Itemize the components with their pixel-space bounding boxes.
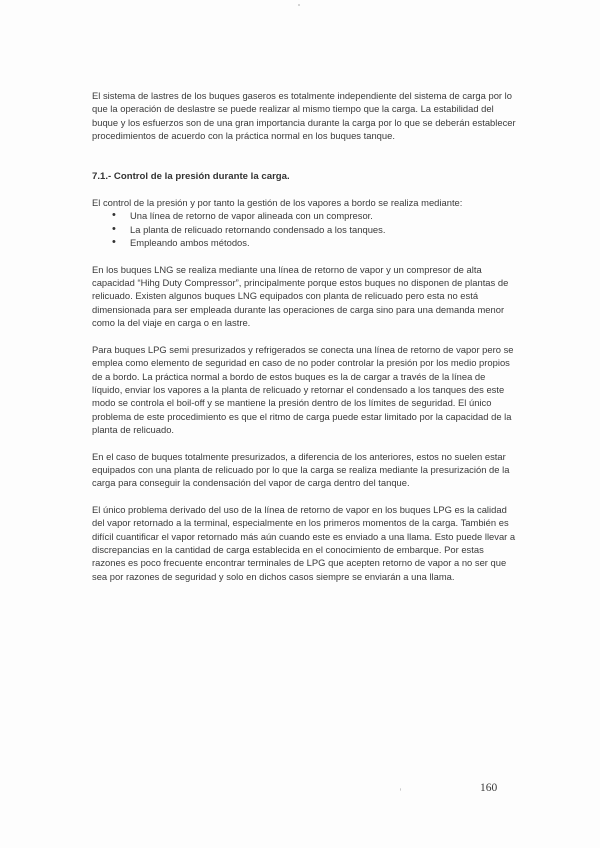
list-item: • Empleando ambos métodos. <box>112 236 517 249</box>
pressure-control-methods-list <box>112 209 517 249</box>
page-number: 160 <box>480 782 498 794</box>
list-item: • La planta de relicuado retornando condensado a los tanques. <box>112 223 517 236</box>
vapor-return-problem-paragraph: El único problema derivado del uso de la línea de retorno de vapor en los buques LPG es la calidad del vapor retornado a la terminal, especialmente en los primeros momentos de la carga. También es difícil cuantificar el vapor retornado más aún cuando este es enviado a una llama. Esto puede llevar a discrepancias en la cantidad de carga establecida en el conocimiento de embarque. Por estas razones es poco frecuente encontrar terminales de LPG que acepten retorno de vapor a no ser que sea por razones de seguridad y solo en dichos casos siempre se enviarán a una llama. <box>92 503 516 582</box>
scan-speck <box>400 788 401 791</box>
fully-pressurized-paragraph: En el caso de buques totalmente presurizados, a diferencia de los anteriores, estos no suelen estar equipados con una planta de relicuado por lo que la carga se realiza mediante la presurización de la carga para conseguir la condensación del vapor de carga dentro del tanque. <box>92 450 510 489</box>
lpg-semi-pressurized-paragraph: Para buques LPG semi presurizados y refrigerados se conecta una línea de retorno de vapor pero se emplea como elemento de seguridad en caso de no poder controlar la presión por los medio propios de a bordo. La práctica normal a bordo de estos buques es la de cargar a través de la línea de líquido, enviar los vapores a la planta de relicuado y retornar el condensado a los tanques des este modo se controla el boil-off y se mantiene la presión dentro de los límites de seguridad. El único problema de este procedimiento es que el ritmo de carga puede estar limitado por la capacidad de la planta de relicuado. <box>92 343 514 436</box>
lng-paragraph: En los buques LNG se realiza mediante una línea de retorno de vapor y un compresor de alta capacidad “Hihg Duty Compressor”, principalmente porque estos buques no disponen de plantas de relicuado. Existen algunos buques LNG equipados con planta de relicuado pero esta no está dimensionada para ser empleada durante las operaciones de carga sino para una demanda menor como la del viaje en carga o en lastre. <box>92 263 509 329</box>
section-heading: 7.1.- Control de la presión durante la carga. <box>92 170 290 182</box>
scan-speck <box>298 4 300 6</box>
intro-paragraph: El sistema de lastres de los buques gaseros es totalmente independiente del sistema de carga por lo que la operación de deslastre se puede realizar al mismo tiempo que la carga. La estabilidad del buque y los esfuerzos son de una gran importancia durante la carga por lo que se deberán establecer procedimientos de acuerdo con la práctica normal en los buques tanque. <box>92 90 516 142</box>
list-item: • Una línea de retorno de vapor alineada con un compresor. <box>112 209 517 222</box>
section-lead-text: El control de la presión y por tanto la gestión de los vapores a bordo se realiza mediante: <box>92 197 463 209</box>
page-body <box>92 89 517 583</box>
